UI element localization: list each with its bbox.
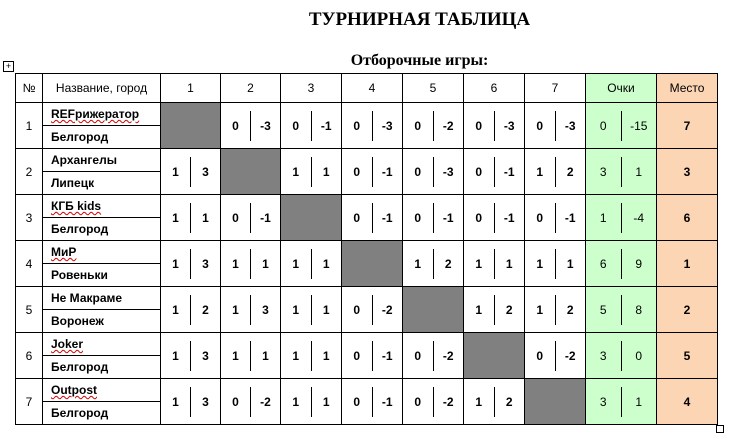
score-points: 1 <box>221 341 251 371</box>
table-row <box>16 241 718 264</box>
score-points: 0 <box>342 387 373 417</box>
score-pair <box>464 195 524 240</box>
score-points: 0 <box>464 203 495 233</box>
score-diff: 2 <box>566 164 574 179</box>
self-match-cell <box>403 287 464 333</box>
score-points: 0 <box>403 341 434 371</box>
team-number: 7 <box>16 379 43 425</box>
score-pair <box>403 379 463 424</box>
points-total: 1 <box>586 203 622 233</box>
score-cell <box>403 241 464 287</box>
score-points: 0 <box>464 111 495 141</box>
score-points: 1 <box>525 157 556 187</box>
score-diff: 3 <box>202 394 209 409</box>
points-diff: -15 <box>630 118 648 133</box>
self-match-cell <box>525 379 586 425</box>
score-diff: -1 <box>564 210 576 225</box>
score-diff: 1 <box>322 348 330 363</box>
score-points: 0 <box>403 157 434 187</box>
score-pair <box>342 195 402 240</box>
score-cell <box>221 241 281 287</box>
score-cell <box>281 333 342 379</box>
score-pair <box>161 195 220 240</box>
score-pair <box>161 149 220 194</box>
score-points: 1 <box>464 387 495 417</box>
score-points: 0 <box>342 203 373 233</box>
team-name: Outpost <box>43 379 161 402</box>
score-diff: 1 <box>566 256 574 271</box>
score-cell <box>525 333 586 379</box>
place-cell: 7 <box>657 103 718 149</box>
score-diff: -1 <box>503 210 515 225</box>
points-cell <box>586 149 657 195</box>
header-row <box>16 74 718 103</box>
score-diff: -1 <box>381 348 393 363</box>
team-number: 4 <box>16 241 43 287</box>
score-diff: 2 <box>505 394 513 409</box>
score-points: 0 <box>221 387 251 417</box>
score-diff: 3 <box>202 256 209 271</box>
points-total: 3 <box>586 387 622 417</box>
table-row <box>16 287 718 310</box>
self-match-cell <box>464 333 525 379</box>
score-cell <box>342 103 403 149</box>
score-points: 1 <box>281 249 312 279</box>
score-points: 1 <box>161 203 191 233</box>
score-pair <box>342 379 402 424</box>
score-points: 1 <box>525 295 556 325</box>
score-cell <box>281 103 342 149</box>
score-pair <box>403 241 463 286</box>
score-diff: 2 <box>505 302 513 317</box>
score-diff: 1 <box>322 394 330 409</box>
table-row <box>16 333 718 356</box>
team-number: 1 <box>16 103 43 149</box>
score-pair <box>221 195 280 240</box>
score-points: 0 <box>342 341 373 371</box>
score-points: 0 <box>342 295 373 325</box>
score-points: 0 <box>525 203 556 233</box>
points-pair <box>586 333 656 378</box>
score-points: 1 <box>161 341 191 371</box>
score-pair <box>221 241 280 286</box>
score-cell <box>464 287 525 333</box>
score-cell <box>525 241 586 287</box>
score-points: 1 <box>281 157 312 187</box>
score-cell <box>281 287 342 333</box>
table-row <box>16 149 718 172</box>
score-points: 1 <box>464 249 495 279</box>
header-name: Название, город <box>43 74 161 103</box>
score-points: 0 <box>221 111 251 141</box>
score-diff: -1 <box>381 164 393 179</box>
score-pair <box>281 287 341 332</box>
team-city: Белгород <box>43 218 161 241</box>
score-pair <box>525 241 585 286</box>
score-diff: -3 <box>503 118 515 133</box>
points-diff: 8 <box>635 302 643 317</box>
score-cell <box>342 333 403 379</box>
score-cell <box>403 195 464 241</box>
header-game-5: 5 <box>403 74 464 103</box>
score-points: 1 <box>403 249 434 279</box>
score-cell <box>403 379 464 425</box>
score-points: 0 <box>403 387 434 417</box>
score-pair <box>464 379 524 424</box>
score-pair <box>403 333 463 378</box>
score-diff: -2 <box>442 394 454 409</box>
points-cell <box>586 287 657 333</box>
score-points: 0 <box>464 157 495 187</box>
score-points: 1 <box>221 249 251 279</box>
score-diff: 3 <box>262 302 269 317</box>
score-points: 1 <box>281 295 312 325</box>
score-cell <box>464 241 525 287</box>
score-cell <box>161 333 221 379</box>
score-cell <box>221 287 281 333</box>
points-total: 3 <box>586 157 622 187</box>
score-pair <box>221 379 280 424</box>
score-diff: -1 <box>320 118 332 133</box>
score-diff: -3 <box>564 118 576 133</box>
score-pair <box>161 333 220 378</box>
points-diff: 1 <box>635 164 643 179</box>
team-city: Воронеж <box>43 310 161 333</box>
score-pair <box>221 103 280 148</box>
score-diff: 2 <box>566 302 574 317</box>
points-cell <box>586 195 657 241</box>
page-title: ТУРНИРНАЯ ТАБЛИЦА <box>308 9 531 30</box>
score-points: 1 <box>161 249 191 279</box>
header-game-3: 3 <box>281 74 342 103</box>
team-number: 5 <box>16 287 43 333</box>
points-total: 5 <box>586 295 622 325</box>
score-cell <box>342 195 403 241</box>
score-cell <box>464 103 525 149</box>
score-diff: -1 <box>381 210 393 225</box>
score-diff: -2 <box>260 394 271 409</box>
score-pair <box>221 333 280 378</box>
self-match-cell <box>281 195 342 241</box>
score-cell <box>281 379 342 425</box>
points-pair <box>586 287 656 332</box>
score-diff: 2 <box>444 256 452 271</box>
score-cell <box>221 103 281 149</box>
score-pair <box>464 103 524 148</box>
points-pair <box>586 149 656 194</box>
points-cell <box>586 103 657 149</box>
score-pair <box>525 149 585 194</box>
score-diff: -1 <box>503 164 515 179</box>
table-row <box>16 379 718 402</box>
team-city: Липецк <box>43 172 161 195</box>
team-name: Joker <box>43 333 161 356</box>
score-cell <box>221 195 281 241</box>
score-diff: -2 <box>564 348 576 363</box>
score-diff: 1 <box>262 256 269 271</box>
team-city: Белгород <box>43 402 161 425</box>
score-pair <box>525 195 585 240</box>
header-place: Место <box>657 74 718 103</box>
team-name: Архангелы <box>43 149 161 172</box>
score-pair <box>342 103 402 148</box>
score-points: 0 <box>342 111 373 141</box>
score-pair <box>281 379 341 424</box>
score-points: 0 <box>342 157 373 187</box>
points-diff: 1 <box>635 394 643 409</box>
score-cell <box>525 149 586 195</box>
table-resize-handle-icon[interactable] <box>716 425 724 433</box>
score-cell <box>525 195 586 241</box>
score-pair <box>281 333 341 378</box>
score-pair <box>403 195 463 240</box>
score-pair <box>281 241 341 286</box>
score-diff: 1 <box>322 256 330 271</box>
score-diff: 2 <box>202 302 209 317</box>
score-diff: 1 <box>322 302 330 317</box>
score-diff: -2 <box>442 118 454 133</box>
score-points: 0 <box>281 111 312 141</box>
points-cell <box>586 333 657 379</box>
score-points: 0 <box>525 111 556 141</box>
points-pair <box>586 103 656 148</box>
score-pair <box>403 103 463 148</box>
score-diff: 1 <box>202 210 209 225</box>
header-game-6: 6 <box>464 74 525 103</box>
score-pair <box>342 149 402 194</box>
score-pair <box>342 333 402 378</box>
score-points: 1 <box>281 341 312 371</box>
table-row <box>16 195 718 218</box>
score-cell <box>281 241 342 287</box>
score-diff: -2 <box>381 302 393 317</box>
self-match-cell <box>342 241 403 287</box>
score-diff: -3 <box>260 118 271 133</box>
score-points: 0 <box>525 341 556 371</box>
points-diff: 9 <box>635 256 643 271</box>
place-cell: 4 <box>657 379 718 425</box>
score-cell <box>403 103 464 149</box>
score-points: 1 <box>161 387 191 417</box>
points-total: 0 <box>586 111 622 141</box>
score-cell <box>342 379 403 425</box>
score-cell <box>403 333 464 379</box>
score-pair <box>525 333 585 378</box>
score-cell <box>161 241 221 287</box>
place-cell: 2 <box>657 287 718 333</box>
score-pair <box>342 287 402 332</box>
score-cell <box>161 379 221 425</box>
score-pair <box>464 149 524 194</box>
points-pair <box>586 241 656 286</box>
team-city: Ровеньки <box>43 264 161 287</box>
points-pair <box>586 379 656 424</box>
score-pair <box>161 241 220 286</box>
place-cell: 1 <box>657 241 718 287</box>
score-diff: -3 <box>442 164 454 179</box>
team-name: МиР <box>43 241 161 264</box>
score-pair <box>525 103 585 148</box>
score-cell <box>342 287 403 333</box>
page-subtitle: Отборочные игры: <box>350 52 489 69</box>
score-cell <box>464 379 525 425</box>
score-pair <box>161 379 220 424</box>
score-diff: 3 <box>202 348 209 363</box>
score-pair <box>464 241 524 286</box>
place-cell: 6 <box>657 195 718 241</box>
score-cell <box>342 149 403 195</box>
team-number: 2 <box>16 149 43 195</box>
table-row <box>16 103 718 126</box>
score-cell <box>525 287 586 333</box>
score-cell <box>525 103 586 149</box>
place-cell: 3 <box>657 149 718 195</box>
score-points: 1 <box>281 387 312 417</box>
header-points: Очки <box>586 74 657 103</box>
score-pair <box>464 287 524 332</box>
score-pair <box>161 287 220 332</box>
score-cell <box>403 149 464 195</box>
header-game-2: 2 <box>221 74 281 103</box>
score-diff: -1 <box>260 210 271 225</box>
score-points: 1 <box>161 157 191 187</box>
header-game-1: 1 <box>161 74 221 103</box>
team-city: Белгород <box>43 356 161 379</box>
score-diff: -2 <box>442 348 454 363</box>
score-diff: 3 <box>202 164 209 179</box>
team-name: КГБ kids <box>43 195 161 218</box>
score-points: 0 <box>403 203 434 233</box>
score-points: 1 <box>161 295 191 325</box>
score-cell <box>464 149 525 195</box>
points-total: 6 <box>586 249 622 279</box>
score-points: 0 <box>403 111 434 141</box>
score-cell <box>161 195 221 241</box>
team-city: Белгород <box>43 126 161 149</box>
score-pair <box>281 149 341 194</box>
points-diff: -4 <box>633 210 645 225</box>
team-number: 3 <box>16 195 43 241</box>
score-points: 1 <box>221 295 251 325</box>
score-pair <box>403 149 463 194</box>
score-cell <box>221 379 281 425</box>
score-cell <box>161 287 221 333</box>
table-move-handle-icon[interactable]: + <box>3 61 14 72</box>
score-pair <box>221 287 280 332</box>
self-match-cell <box>221 149 281 195</box>
score-pair <box>281 103 341 148</box>
tournament-table <box>15 73 718 425</box>
score-diff: -1 <box>442 210 454 225</box>
place-cell: 5 <box>657 333 718 379</box>
points-diff: 0 <box>635 348 643 363</box>
score-cell <box>281 149 342 195</box>
self-match-cell <box>161 103 221 149</box>
team-number: 6 <box>16 333 43 379</box>
header-game-4: 4 <box>342 74 403 103</box>
team-name: Не Макраме <box>43 287 161 310</box>
team-name: REFрижератор <box>43 103 161 126</box>
score-points: 1 <box>525 249 556 279</box>
score-points: 1 <box>464 295 495 325</box>
score-diff: 1 <box>262 348 269 363</box>
points-cell <box>586 379 657 425</box>
score-diff: 1 <box>322 164 330 179</box>
header-game-7: 7 <box>525 74 586 103</box>
score-diff: -3 <box>381 118 393 133</box>
points-pair <box>586 195 656 240</box>
points-total: 3 <box>586 341 622 371</box>
score-pair <box>525 287 585 332</box>
score-diff: 1 <box>505 256 513 271</box>
header-num: № <box>16 74 43 103</box>
points-cell <box>586 241 657 287</box>
score-diff: -1 <box>381 394 393 409</box>
score-cell <box>464 195 525 241</box>
score-cell <box>221 333 281 379</box>
score-points: 0 <box>221 203 251 233</box>
score-cell <box>161 149 221 195</box>
